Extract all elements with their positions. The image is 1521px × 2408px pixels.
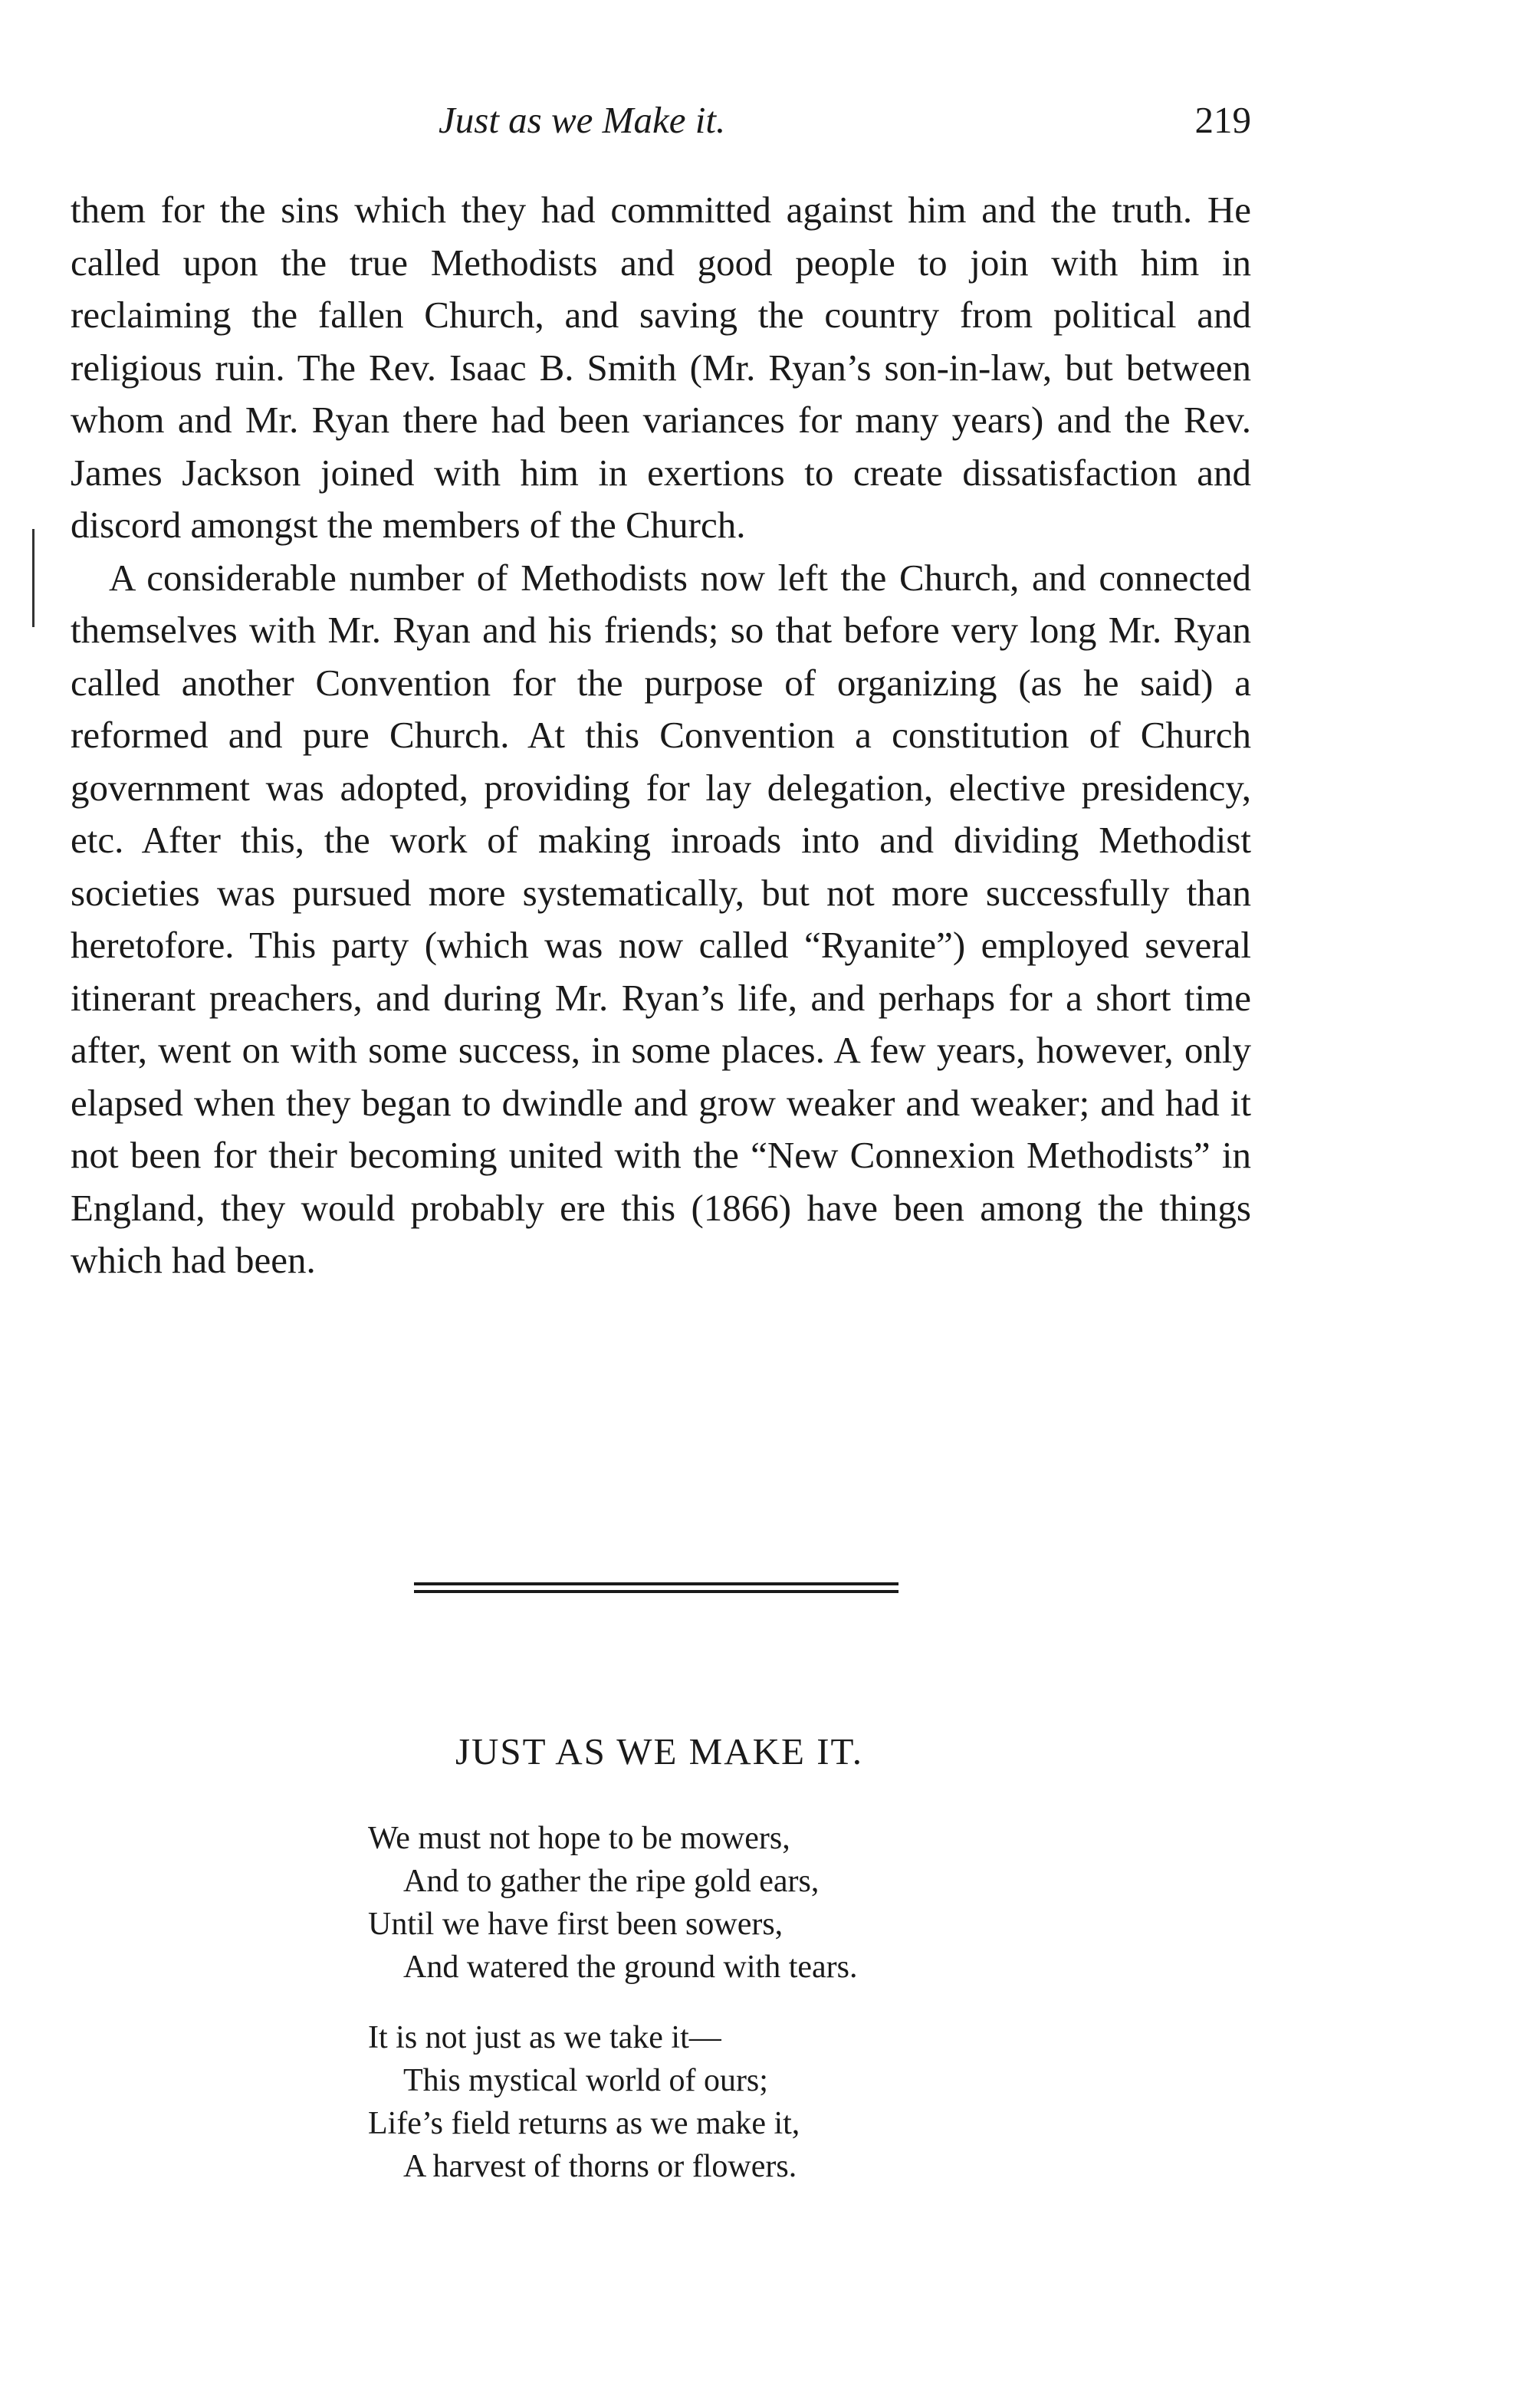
running-title: Just as we Make it. <box>439 99 726 141</box>
poem-stanza <box>368 1817 858 1989</box>
poem-line: It is not just as we take it— <box>368 2020 721 2055</box>
paragraph: A considerable number of Methodists now left the Church, and connected themselves with Mr. Ryan and his friends; so that before very long Mr. Ryan called another Convention for the purpose of organizing (as he said) a reformed and pure Church. At this Convention a constitution of Church government was adopted, providing for lay delegation, elective presidency, etc. After this, the work of making inroads into and dividing Methodist societies was pursued more systematically, but not more successfully than heretofore. This party (which was now called “Ryanite”) employed several itinerant preachers, and during Mr. Ryan’s life, and perhaps for a short time after, went on with some success, in some places. A few years, however, only elapsed when they began to dwindle and grow weaker and weaker; and had it not been for their becoming united with the “New Connexion Methodists” in England, they would probably ere this (1866) have been among the things which had been. <box>71 556 1251 1281</box>
poem-title: JUST AS WE MAKE IT. <box>455 1730 864 1772</box>
poem <box>368 1817 858 2216</box>
poem-line: Life’s field returns as we make it, <box>368 2106 800 2141</box>
poem-line: We must not hope to be mowers, <box>368 1821 790 1856</box>
body-text <box>71 184 1251 1287</box>
poem-line: Until we have first been sowers, <box>368 1907 783 1942</box>
running-head <box>71 98 1251 152</box>
poem-line: This mystical world of ours; <box>403 2063 768 2098</box>
poem-line: And to gather the ripe gold ears, <box>403 1864 820 1899</box>
poem-line: A harvest of thorns or flowers. <box>403 2149 797 2184</box>
page-number: 219 <box>1194 99 1251 141</box>
margin-mark <box>32 529 34 627</box>
section-divider-rule <box>414 1582 898 1593</box>
poem-line: And watered the ground with tears. <box>403 1950 858 1985</box>
poem-stanza <box>368 2016 858 2188</box>
paragraph: them for the sins which they had committed against him and the truth. He called upon the true Methodists and good people to join with him in reclaiming the fallen Church, and saving the country from political and religious ruin. The Rev. Isaac B. Smith (Mr. Ryan’s son-in-law, but between whom and Mr. Ryan there had been variances for many years) and the Rev. James Jackson joined with him in exertions to create dissatisfaction and discord amongst the members of the Church. <box>71 189 1251 546</box>
